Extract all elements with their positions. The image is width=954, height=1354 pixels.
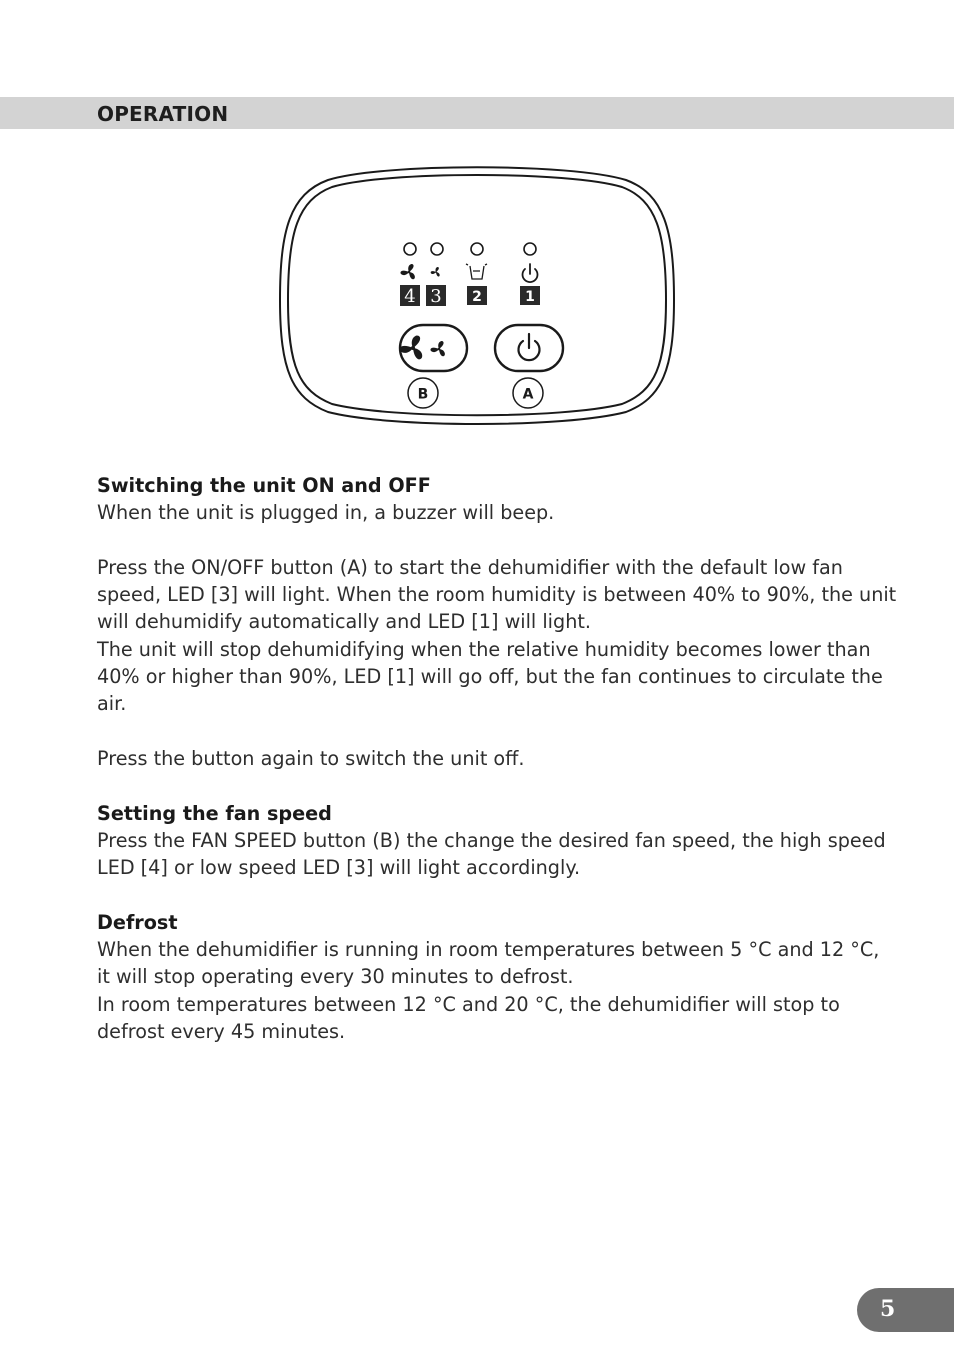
power-icon [519, 334, 540, 360]
fan-low-icon [430, 341, 447, 357]
fan-low-icon [430, 267, 440, 277]
section-heading-on-off: Switching the unit ON and OFF [97, 474, 431, 497]
page-number: 5 [880, 1296, 896, 1322]
spacer [97, 881, 897, 908]
paragraph: Press the ON/OFF button (A) to start the dehumidifier with the default low fan speed, LED [3] will light. When the room humidity is between 40% to 90%, the unit will dehumidify automatically and LED [1] will light. [97, 555, 897, 634]
section-heading-defrost: Defrost [97, 910, 178, 934]
paragraph: Press the FAN SPEED button (B) the change the desired fan speed, the high speed LED [4] or low speed LED [3] will light accordingly. [97, 828, 886, 880]
paragraph: In room temperatures between 12 °C and 20 °C, the dehumidifier will stop to defrost every 45 minutes. [97, 992, 840, 1043]
section-header-bar [0, 97, 954, 129]
spacer [97, 527, 897, 554]
led-label-3: 3 [430, 286, 442, 307]
spacer [97, 718, 897, 745]
paragraph: When the dehumidifier is running in room temperatures between 5 °C and 12 °C, it will stop operating every 30 minutes to defrost. [97, 938, 880, 989]
led-4-indicator [404, 243, 416, 255]
page-number-tab [857, 1288, 954, 1332]
power-button[interactable] [495, 325, 563, 371]
paragraph: Press the button again to switch the unit off. [97, 746, 525, 770]
control-panel-illustration [274, 160, 680, 430]
callout-b-label: B [417, 386, 429, 403]
led-label-2: 2 [472, 289, 482, 305]
spacer [97, 772, 897, 799]
power-icon [523, 264, 538, 282]
callout-a-label: A [522, 386, 534, 403]
paragraph: The unit will stop dehumidifying when the relative humidity becomes lower than 40% or higher than 90%, LED [1] will go off, but the fan continues to circulate the air. [97, 637, 883, 716]
led-1-indicator [524, 243, 536, 255]
water-tank-icon [466, 264, 487, 279]
section-title: OPERATION [97, 102, 229, 126]
operation-instructions [97, 472, 897, 1045]
paragraph: When the unit is plugged in, a buzzer will beep. [97, 501, 555, 525]
fan-speed-button[interactable] [399, 325, 467, 371]
led-label-4: 4 [404, 286, 416, 307]
fan-high-icon [400, 264, 417, 280]
led-2-indicator [471, 243, 483, 255]
led-label-1: 1 [525, 289, 535, 305]
led-3-indicator [431, 243, 443, 255]
section-heading-fan-speed: Setting the fan speed [97, 801, 332, 825]
